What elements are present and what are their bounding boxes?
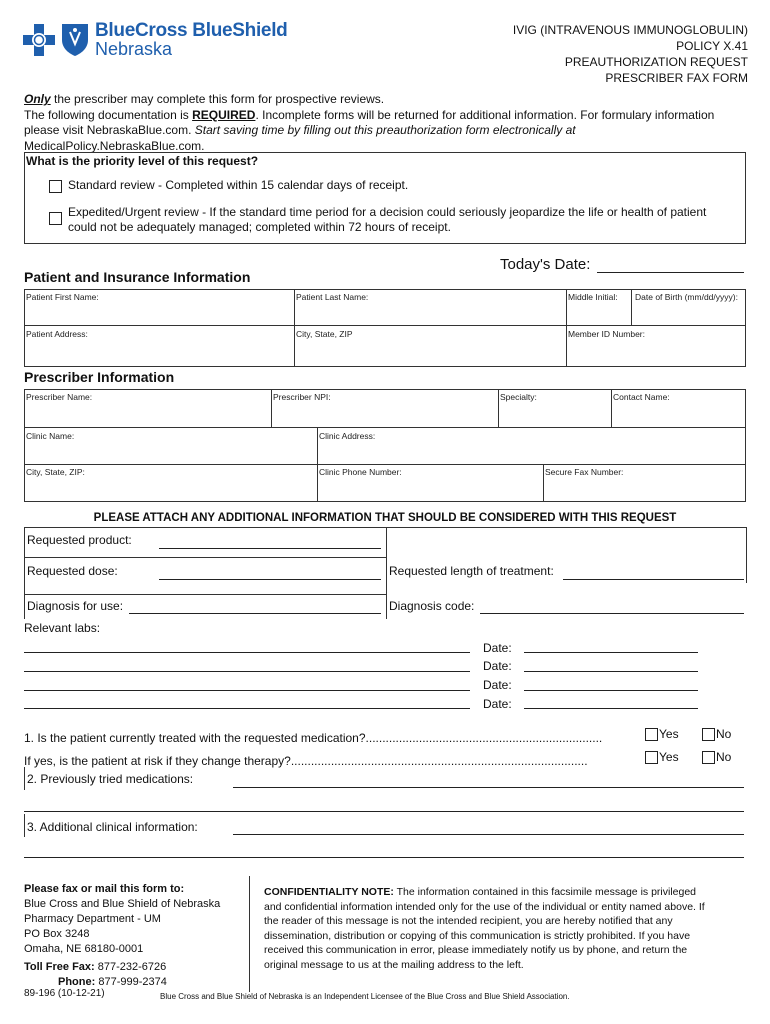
form-header bbox=[513, 22, 748, 86]
prescriber-name-field[interactable]: Prescriber Name: bbox=[26, 392, 93, 402]
standard-review-label: Standard review - Completed within 15 calendar days of receipt. bbox=[68, 178, 409, 192]
member-id-field[interactable]: Member ID Number: bbox=[568, 329, 645, 339]
secure-fax-field[interactable]: Secure Fax Number: bbox=[545, 467, 624, 477]
patient-last-name-field[interactable]: Patient Last Name: bbox=[296, 292, 369, 302]
expedited-review-checkbox[interactable] bbox=[49, 212, 62, 225]
patient-section-title: Patient and Insurance Information bbox=[24, 269, 251, 285]
q1-yes-checkbox[interactable] bbox=[645, 728, 658, 741]
previous-medications-field-1[interactable] bbox=[233, 787, 744, 788]
previous-medications-field-2[interactable] bbox=[24, 811, 744, 812]
lab-line-1[interactable] bbox=[24, 652, 470, 653]
requested-dose-field[interactable] bbox=[159, 579, 381, 580]
lab-line-2[interactable] bbox=[24, 671, 470, 672]
additional-info-field-2[interactable] bbox=[24, 857, 744, 858]
lab-date-field-3[interactable] bbox=[524, 690, 698, 691]
blue-shield-icon bbox=[60, 22, 90, 58]
header-line-1: IVIG (INTRAVENOUS IMMUNOGLOBULIN) bbox=[512, 23, 748, 37]
header-line-2: POLICY X.41 bbox=[676, 39, 748, 53]
licensee-note: Blue Cross and Blue Shield of Nebraska is an Independent Licensee of the Blue Cross and Blue Shield Association. bbox=[160, 992, 570, 1001]
diagnosis-use-field[interactable] bbox=[129, 613, 381, 614]
question-1b: If yes, is the patient at risk if they change therapy?......................................................................................... bbox=[24, 754, 588, 768]
requested-dose-label: Requested dose: bbox=[27, 564, 118, 578]
question-1: 1. Is the patient currently treated with the requested medication?....................................................................... bbox=[24, 731, 603, 745]
middle-initial-field[interactable]: Middle Initial: bbox=[568, 292, 618, 302]
patient-city-state-zip-field[interactable]: City, State, ZIP bbox=[296, 329, 353, 339]
relevant-labs-label: Relevant labs: bbox=[24, 621, 101, 635]
patient-first-name-field[interactable]: Patient First Name: bbox=[26, 292, 99, 302]
todays-date-field[interactable] bbox=[597, 272, 744, 273]
toll-free-fax: Toll Free Fax: 877-232-6726 bbox=[24, 961, 167, 973]
clinic-phone-field[interactable]: Clinic Phone Number: bbox=[319, 467, 402, 477]
lab-line-3[interactable] bbox=[24, 690, 470, 691]
treatment-length-label: Requested length of treatment: bbox=[389, 564, 554, 578]
clinic-address-field[interactable]: Clinic Address: bbox=[319, 431, 376, 441]
diagnosis-use-label: Diagnosis for use: bbox=[27, 599, 124, 613]
lab-date-field-2[interactable] bbox=[524, 671, 698, 672]
q1-no-checkbox[interactable] bbox=[702, 728, 715, 741]
question-3: 3. Additional clinical information: bbox=[27, 820, 198, 834]
lab-date-label-3: Date: bbox=[483, 678, 512, 692]
q1b-no-checkbox[interactable] bbox=[702, 751, 715, 764]
mailing-info: Please fax or mail this form to: Blue Cross and Blue Shield of Nebraska Pharmacy Department - UM PO Box 3248 Omaha, NE 68180-0001 Toll Free Fax: 877-232-6726 Phone: 877-999-2374 bbox=[24, 882, 254, 990]
priority-box bbox=[24, 152, 746, 244]
prescriber-section-title: Prescriber Information bbox=[24, 369, 175, 385]
brand-name: BlueCross BlueShield bbox=[95, 20, 288, 41]
lab-date-label-2: Date: bbox=[483, 659, 512, 673]
standard-review-checkbox[interactable] bbox=[49, 180, 62, 193]
q1b-no-label: No bbox=[716, 750, 732, 764]
lab-date-label-4: Date: bbox=[483, 697, 512, 711]
requested-product-label: Requested product: bbox=[27, 533, 132, 547]
form-code: 89-196 (10-12-21) bbox=[24, 988, 105, 999]
q1b-yes-checkbox[interactable] bbox=[645, 751, 658, 764]
lab-date-field-4[interactable] bbox=[524, 708, 698, 709]
prescriber-table bbox=[24, 389, 746, 502]
lab-date-label-1: Date: bbox=[483, 641, 512, 655]
priority-question: What is the priority level of this request? bbox=[26, 154, 259, 168]
clinic-city-state-zip-field[interactable]: City, State, ZIP: bbox=[26, 467, 85, 477]
lab-date-field-1[interactable] bbox=[524, 652, 698, 653]
patient-address-field[interactable]: Patient Address: bbox=[26, 329, 88, 339]
intro-text: Only the prescriber may complete this form for prospective reviews. The following documentation is REQUIRED. Incomplete forms will be returned for additional information. For formulary information please visit NebraskaBlue.com. Start saving time by filling out this preauthorization form electronically at MedicalPolicy.NebraskaBlue.com. bbox=[24, 92, 715, 153]
phone-number: Phone: 877-999-2374 bbox=[58, 976, 167, 988]
q1b-yes-label: Yes bbox=[659, 750, 679, 764]
requested-product-field[interactable] bbox=[159, 548, 381, 549]
prescriber-npi-field[interactable]: Prescriber NPI: bbox=[273, 392, 331, 402]
required-emphasis: REQUIRED bbox=[192, 107, 256, 122]
confidentiality-note: CONFIDENTIALITY NOTE: The information contained in this facsimile message is privileged and confidential information intended only for the use of the individual or entity named above. If the reader of this message is not the intended recipient, you are hereby notified that any dissemination, distribution or copying of this communication is strictly prohibited. If you have received this communication in error, please immediately notify us by phone, and return the original message to us at the mailing address to the left. bbox=[264, 886, 705, 971]
treatment-length-field[interactable] bbox=[563, 579, 744, 580]
logo bbox=[22, 20, 302, 64]
header-line-3: PREAUTHORIZATION REQUEST bbox=[564, 55, 748, 69]
date-of-birth-field[interactable]: Date of Birth (mm/dd/yyyy): bbox=[635, 292, 738, 302]
q1-yes-label: Yes bbox=[659, 727, 679, 741]
additional-info-field-1[interactable] bbox=[233, 834, 744, 835]
header-line-4: PRESCRIBER FAX FORM bbox=[605, 71, 748, 85]
question-2: 2. Previously tried medications: bbox=[27, 772, 194, 786]
blue-cross-icon bbox=[22, 23, 56, 57]
lab-line-4[interactable] bbox=[24, 708, 470, 709]
diagnosis-code-label: Diagnosis code: bbox=[389, 599, 475, 613]
fax-title: Please fax or mail this form to: bbox=[24, 883, 185, 895]
todays-date-label: Today's Date: bbox=[500, 256, 591, 273]
clinic-name-field[interactable]: Clinic Name: bbox=[26, 431, 75, 441]
q1-no-label: No bbox=[716, 727, 732, 741]
attach-notice: PLEASE ATTACH ANY ADDITIONAL INFORMATION THAT SHOULD BE CONSIDERED WITH THIS REQUEST bbox=[93, 512, 677, 524]
diagnosis-code-field[interactable] bbox=[480, 613, 744, 614]
contact-name-field[interactable]: Contact Name: bbox=[613, 392, 670, 402]
expedited-review-label: Expedited/Urgent review - If the standard time period for a decision could seriously jeopardize the life or health of patient could not be adequately managed; completed within 72 hours of receipt. bbox=[68, 205, 707, 234]
only-emphasis: Only bbox=[24, 92, 51, 106]
brand-state: Nebraska bbox=[95, 39, 173, 59]
specialty-field[interactable]: Specialty: bbox=[500, 392, 537, 402]
